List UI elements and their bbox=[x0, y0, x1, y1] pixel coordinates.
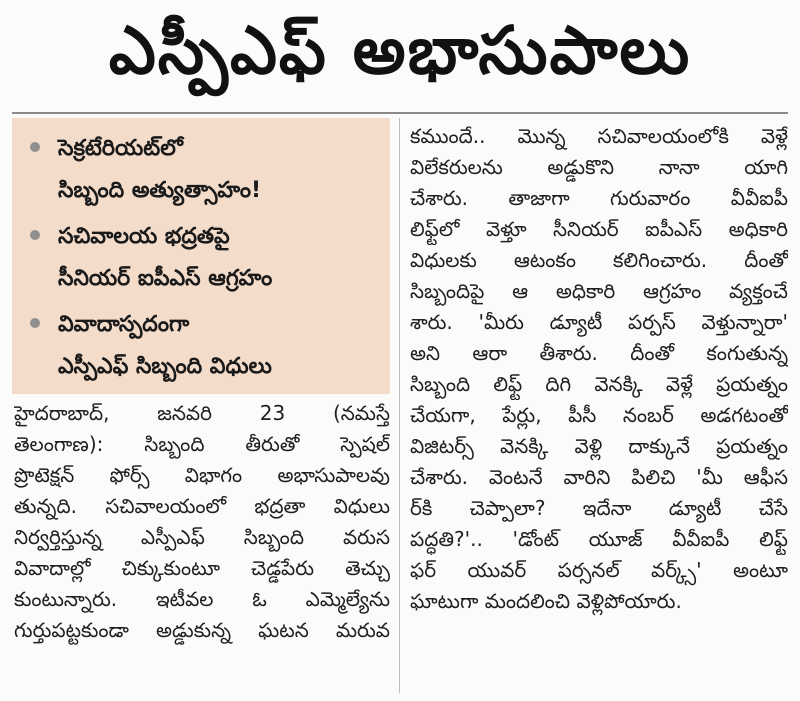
highlight-line: సెక్రటేరియట్‌లో bbox=[58, 136, 183, 161]
article-line: తున్నది. సచివాలయంలో భద్రతా విధులు bbox=[14, 494, 390, 518]
article-line: విజిటర్స్ వెనక్కి వెళ్లి దాక్కునే ప్రయత్నం bbox=[410, 434, 788, 458]
highlight-line: సీనియర్ ఐపీఎస్ ఆగ్రహం bbox=[58, 266, 273, 291]
highlight-line: సిబ్బంది అత్యుత్సాహం! bbox=[58, 178, 262, 203]
bullet-icon bbox=[30, 142, 40, 152]
highlight-line: ఎస్పీఎఫ్ సిబ్బంది విధులు bbox=[58, 354, 272, 379]
headline-rule bbox=[12, 112, 788, 114]
article-line: సిబ్బందిపై ఆ అధికారి ఆగ్రహం వ్యక్తంచే bbox=[410, 279, 788, 303]
article-line: కముందే.. మొన్న సచివాలయంలోకి వెళ్లే bbox=[410, 124, 788, 148]
article-right-column bbox=[410, 121, 788, 617]
article-line: ఘాటుగా మందలించి వెళ్లిపోయారు. bbox=[410, 589, 682, 613]
highlight-item bbox=[30, 304, 385, 388]
article-line: విధులకు ఆటంకం కలిగించారు. దీంతో bbox=[410, 248, 788, 272]
article-line: వివాదాల్లో చిక్కుకుంటూ చెడ్డపేరు తెచ్చు bbox=[14, 556, 390, 580]
bullet-icon bbox=[30, 318, 40, 328]
article-line: ర్‌కి చెప్పాలా? ఇదేనా డ్యూటీ చేసే bbox=[410, 496, 788, 520]
article-line: చేయగా, పేర్లు, పీసీ నంబర్ అడగటంతో bbox=[410, 403, 788, 427]
article-line: సిబ్బంది లిఫ్ట్ దిగి వెనక్కి వెళ్లే ప్రయత్నం bbox=[410, 372, 788, 396]
highlight-item bbox=[30, 216, 385, 300]
article-line: తెలంగాణ): సిబ్బంది తీరుతో స్పెషల్ bbox=[14, 432, 390, 456]
highlight-line: వివాదాస్పదంగా bbox=[58, 312, 190, 337]
article-line: హైదరాబాద్, జనవరి 23 (నమస్తే bbox=[14, 401, 390, 425]
headline: ఎస్పీఎఫ్ అభాసుపాలు bbox=[108, 11, 692, 89]
article-line: ప్రొటెక్షన్ ఫోర్స్ విభాగం అభాసుపాలవు bbox=[14, 463, 390, 487]
bullet-icon bbox=[30, 230, 40, 240]
article-line: నిర్వర్తిస్తున్న ఎస్పీఎఫ్ సిబ్బంది వరుస bbox=[14, 525, 390, 549]
article-line: కుంటున్నారు. ఇటీవల ఓ ఎమ్మెల్యేను bbox=[14, 587, 390, 611]
column-divider bbox=[399, 118, 400, 693]
highlight-item bbox=[30, 128, 385, 212]
article-line: గుర్తుపట్టకుండా అడ్డుకున్న ఘటన మరువ bbox=[14, 618, 390, 642]
article-line: చేశారు. తాజాగా గురువారం వీవీఐపీ bbox=[410, 186, 788, 210]
highlight-line: సచివాలయ భద్రతపై bbox=[58, 224, 230, 249]
article-line: పద్ధతి?'.. 'డోంట్ యూజ్ వీవీఐపీ లిఫ్ట్ bbox=[410, 527, 788, 551]
article-left-column bbox=[14, 398, 390, 646]
article-line: విలేకరులను అడ్డుకొని నానా యాగి bbox=[410, 155, 788, 179]
article-line: చేశారు. వెంటనే వారిని పిలిచి 'మీ ఆఫీస bbox=[410, 465, 788, 489]
article-line: శారు. 'మీరు డ్యూటీ పర్పస్ వెళ్తున్నారా' bbox=[410, 310, 788, 334]
article-line: ఫర్ యువర్ పర్సనల్ వర్క్స్' అంటూ bbox=[410, 558, 788, 582]
article-line: లిఫ్ట్‌లో వెళ్తూ సీనియర్ ఐపీఎస్ అధికారి bbox=[410, 217, 788, 241]
article-line: అని ఆరా తీశారు. దీంతో కంగుతున్న bbox=[410, 341, 788, 365]
